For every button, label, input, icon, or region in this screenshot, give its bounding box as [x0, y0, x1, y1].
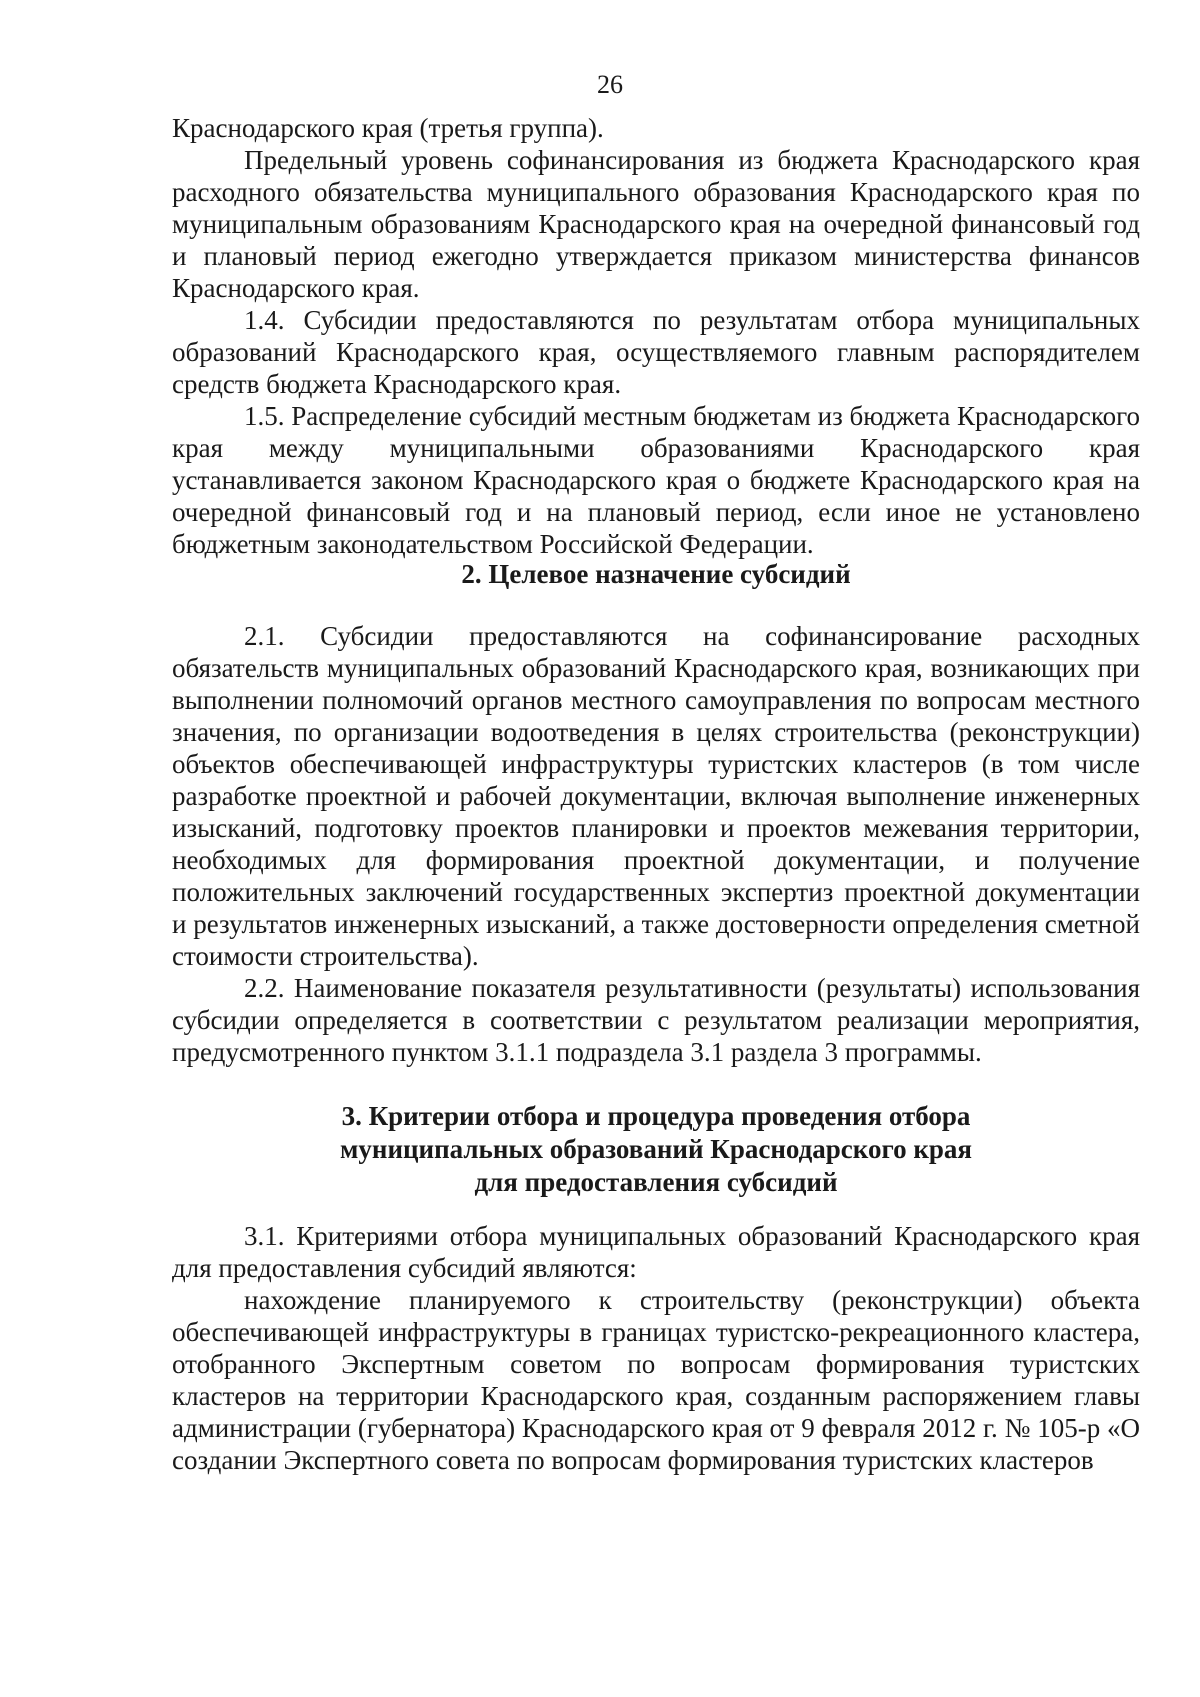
paragraph-1-4: 1.4. Субсидии предоставляются по результатам отбора муниципальных образований Краснодарского края, осуществляемого главным распорядителем средств бюджета Краснодарского края. — [172, 305, 1140, 399]
page-number: 26 — [597, 70, 623, 99]
paragraph-cofinancing-level: Предельный уровень софинансирования из бюджета Краснодарского края расходного обязательства муниципального образования Краснодарского края по муниципальным образованиям Краснодарского края на очередной финансовый год и плановый период ежегодно утверждается приказом министерства финансов Краснодарского края. — [172, 145, 1140, 303]
section-3-heading-line2: муниципальных образований Краснодарского края — [340, 1134, 972, 1164]
intro-text-block — [172, 112, 1140, 560]
section-2-text-block — [172, 620, 1140, 1068]
section-3-heading-line1: 3. Критерии отбора и процедура проведения отбора — [341, 1101, 971, 1131]
section-2-heading: 2. Целевое назначение субсидий — [461, 559, 851, 589]
paragraph-continuation: Краснодарского края (третья группа). — [172, 113, 604, 143]
paragraph-1-5: 1.5. Распределение субсидий местным бюджетам из бюджета Краснодарского края между муниципальными образованиями Краснодарского края устанавливается законом Краснодарского края о бюджете Краснодарского края на очередной финансовый год и на плановый период, если иное не установлено бюджетным законодательством Российской Федерации. — [172, 401, 1140, 559]
paragraph-2-1: 2.1. Субсидии предоставляются на софинансирование расходных обязательств муниципальных образований Краснодарского края, возникающих при выполнении полномочий органов местного самоуправления по вопросам местного значения, по организации водоотведения в целях строительства (реконструкции) объектов обеспечивающей инфраструктуры туристских кластеров (в том числе разработке проектной и рабочей документации, включая выполнение инженерных изысканий, подготовку проектов планировки и проектов межевания территории, необходимых для формирования проектной документации, и получение положительных заключений государственных экспертиз проектной документации и результатов инженерных изысканий, а также достоверности определения сметной стоимости строительства). — [172, 621, 1140, 971]
paragraph-3-1: 3.1. Критериями отбора муниципальных образований Краснодарского края для предоставления субсидий являются: — [172, 1221, 1140, 1283]
paragraph-2-2: 2.2. Наименование показателя результативности (результаты) использования субсидии определяется в соответствии с результатом реализации мероприятия, предусмотренного пунктом 3.1.1 подраздела 3.1 раздела 3 программы. — [172, 973, 1140, 1067]
section-3-heading — [172, 1100, 1140, 1199]
paragraph-criterion-1: нахождение планируемого к строительству (реконструкции) объекта обеспечивающей инфраструктуры в границах туристско-рекреационного кластера, отобранного Экспертным советом по вопросам формирования туристских кластеров на территории Краснодарского края, созданным распоряжением главы администрации (губернатора) Краснодарского края от 9 февраля 2012 г. № 105-р «О создании Экспертного совета по вопросам формирования туристских кластеров — [172, 1285, 1140, 1475]
section-3-heading-line3: для предоставления субсидий — [474, 1167, 838, 1197]
section-3-text-block — [172, 1220, 1140, 1476]
